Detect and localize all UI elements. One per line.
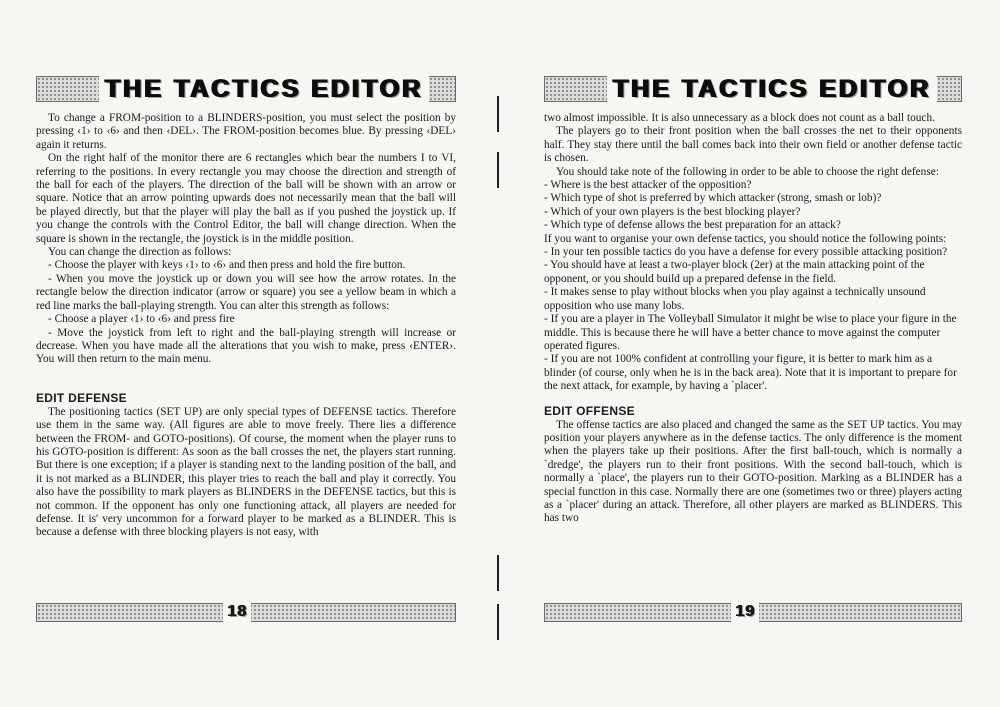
right-page — [500, 0, 1000, 707]
binding-mark — [497, 96, 499, 132]
paragraph-group-top — [36, 112, 456, 367]
binding-mark — [497, 604, 499, 640]
paragraph: You can change the direction as follows: — [48, 246, 232, 259]
page-number: 19 — [731, 602, 759, 622]
paragraph: - It makes sense to play without blocks when you play against a technically unsound opposition who use many lobs. — [544, 286, 926, 312]
paragraph-group-bottom — [544, 419, 962, 526]
paragraph-group-bottom — [36, 406, 456, 540]
page-number-band — [544, 603, 962, 622]
paragraph: - Where is the best attacker of the opposition? — [544, 179, 752, 192]
paragraph: To change a FROM-position to a BLINDERS-position, you must select the position by pressing ‹1› to ‹6› and then ‹DEL›. The FROM-position becomes blue. By pressing ‹DEL› again it returns. — [36, 112, 456, 151]
paragraph: You should take note of the following in order to be able to choose the right defense: — [556, 165, 939, 178]
paragraph: The offense tactics are also placed and changed the same as the SET UP tactics. You may position your players anywhere as in the defense tactics. The only difference is the moment when the players take up their positions. After the first ball-touch, which is normally a `dredge', the players run to their front positions. With the second ball-touch, which is normally a `place', the players run to their GOTO-position. Marking as a BLINDER has a special function in this case. Normally there are one (sometimes two or three) players acting as a `placer' during an attack. Therefore, all other players are marked as BLINDERS. This has two — [544, 418, 962, 525]
page-title: THE TACTICS EDITOR — [99, 75, 429, 103]
paragraph: - Which of your own players is the best blocking player? — [544, 205, 801, 218]
page-number-band — [36, 603, 456, 622]
paragraph: - Move the joystick from left to right and the ball-playing strength will increase or decrease. When you have made all the alterations that you wish to make, press ‹ENTER›. You will then return to the main menu. — [36, 326, 456, 366]
title-band — [36, 76, 456, 102]
paragraph: The players go to their front position when the ball crosses the net to their opponents half. They stay there until the ball comes back into their own field or another defense tactic is chosen. — [544, 125, 962, 165]
body-text — [544, 112, 962, 526]
paragraph: - You should have at least a two-player block (2er) at the main attacking point of the opponent, or you should build up a prepared defense in the field. — [544, 259, 925, 285]
paragraph: - Choose a player ‹1› to ‹6› and press fire — [48, 313, 235, 326]
paragraph: - Which type of defense allows the best preparation for an attack? — [544, 219, 841, 232]
paragraph: two almost impossible. It is also unnecessary as a block does not count as a ball touch. — [544, 112, 935, 124]
paragraph: - If you are a player in The Volleyball Simulator it might be wise to place your figure in the middle. This is because there he will have a better chance to move against the computer operated figures. — [544, 313, 957, 352]
title-band — [544, 76, 962, 102]
paragraph: The positioning tactics (SET UP) are only special types of DEFENSE tactics. Therefore use them in the same way. (All figures are able to move freely. There lies a difference between the FROM- and GOTO-positions). Of course, the moment when the player runs to his GOTO-position is different: As soon as the ball crosses the net, the players start running. But there is one exception; if a player is standing next to the landing position of the ball, and it is not marked as a BLINDER, this player tries to reach the ball and play it correctly. You also have the possibility to mark players as BLINDERS in the DEFENSE tactics, but this is not common. If the opponent has only one functioning attack, all players are needed for defense. It is' very uncommon for a forward player to be marked as a BLINDER. This is because a defense with three blocking players is not easy, with — [36, 405, 456, 539]
paragraph-group-top — [544, 112, 962, 394]
paragraph: - Choose the player with keys ‹1› to ‹6› and then press and hold the fire button. — [48, 259, 406, 272]
paragraph: On the right half of the monitor there are 6 rectangles which bear the numbers I to VI, referring to the positions. In every rectangle you may choose the direction and strength of the ball for each of the players. The direction of the ball will be shown with an arrow or square. Notice that an arrow pointing upwards does not necessarily mean that the ball will be played directly, but that the player will play the ball as if you pushed the joystick up. If you change the controls with the Control Editor, the ball will change direction. When the square is shown in the rectangle, the joystick is in the middle position. — [36, 152, 456, 245]
section-heading: EDIT DEFENSE — [36, 390, 127, 405]
paragraph: - Which type of shot is preferred by which attacker (strong, smash or lob)? — [544, 192, 882, 205]
paragraph: If you want to organise your own defense tactics, you should notice the following points: — [544, 232, 947, 245]
binding-mark — [497, 555, 499, 591]
page-title: THE TACTICS EDITOR — [607, 75, 937, 103]
paragraph: - When you move the joystick up or down you will see how the arrow rotates. In the rectangle below the direction indicator (arrow or square) you see a yellow beam in which a red line marks the ball-playing strength. You can alter this strength as follows: — [36, 272, 456, 312]
paragraph: - In your ten possible tactics do you have a defense for every possible attacking position? — [544, 246, 948, 259]
paragraph: - If you are not 100% confident at controlling your figure, it is better to mark him as a blinder (of course, only when he is in the back area). Note that it is important to prepare for the next attack, for example, by having a `placer'. — [544, 353, 957, 393]
page-number: 18 — [223, 602, 251, 622]
binding-mark — [497, 152, 499, 188]
body-text — [36, 112, 456, 540]
section-heading: EDIT OFFENSE — [544, 403, 635, 418]
